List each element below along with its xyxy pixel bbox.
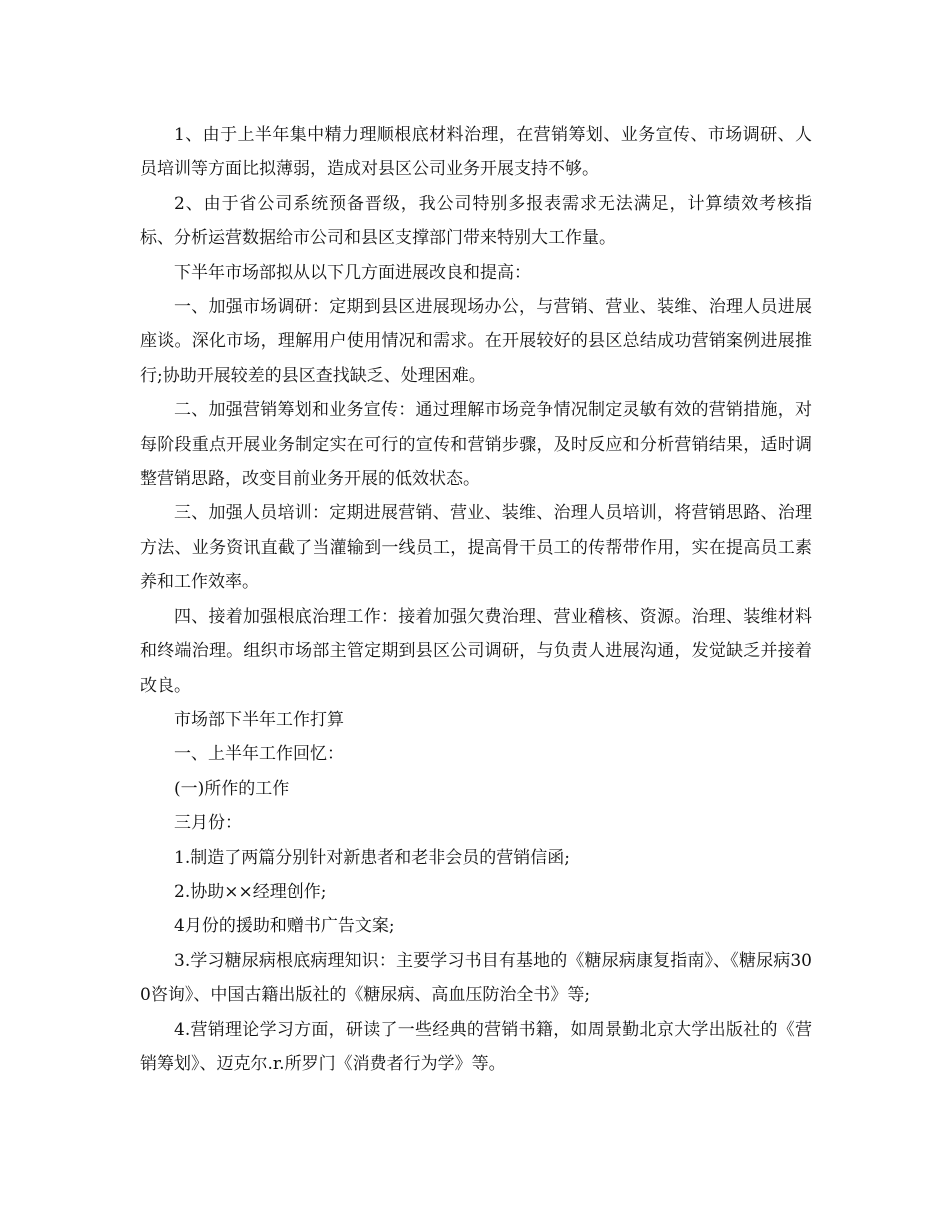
month-heading-march: 三月份： (174, 813, 242, 834)
paragraph-improvement-intro: 下半年市场部拟从以下几方面进展改良和提高： (174, 262, 531, 283)
paragraph-problem-1: 1、由于上半年集中精力理顺根底材料治理，在营销筹划、业务宣传、市场调研、人员培训等方面比拟薄弱，造成对县区公司业务开展支持不够。 (140, 125, 812, 180)
paragraph-market-research: 一、加强市场调研：定期到县区进展现场办公，与营销、营业、装维、治理人员进展座谈。深化市场，理解用户使用情况和需求。在开展较好的县区总结成功营销案例进展推行;协助开展较差的县区查找缺乏、处理困难。 (140, 297, 812, 386)
list-item-sales-letters: 1.制造了两篇分别针对新患者和老非会员的营销信函; (174, 847, 570, 868)
paragraph-problem-2: 2、由于省公司系统预备晋级，我公司特别多报表需求无法满足，计算绩效考核指标、分析运营数据给市公司和县区支撑部门带来特别大工作量。 (140, 193, 812, 249)
list-item-diabetes-study: 3.学习糖尿病根底病理知识：主要学习书目有基地的《糖尿病康复指南》、《糖尿病300咨询》、中国古籍出版社的《糖尿病、高血压防治全书》等; (140, 950, 812, 1006)
paragraph-marketing-planning: 二、加强营销筹划和业务宣传：通过理解市场竞争情况制定灵敏有效的营销措施，对每阶段重点开展业务制定实在可行的宣传和营销步骤，及时反应和分析营销结果，适时调整营销思路，改变目前业务开展的低效状态。 (140, 400, 812, 490)
paragraph-basic-management: 四、接着加强根底治理工作：接着加强欠费治理、营业稽核、资源。治理、装维材料和终端治理。组织市场部主管定期到县区公司调研，与负责人进展沟通，发觉缺乏并接着改良。 (140, 606, 812, 696)
list-item-marketing-theory: 4.营销理论学习方面，研读了一些经典的营销书籍，如周景勤北京大学出版社的《营销筹划》、迈克尔.r.所罗门《消费者行为学》等。 (140, 1019, 812, 1074)
paragraph-staff-training: 三、加强人员培训：定期进展营销、营业、装维、治理人员培训，将营销思路、治理方法、业务资讯直截了当灌输到一线员工，提高骨干员工的传帮带作用，实在提高员工素养和工作效率。 (140, 503, 812, 593)
list-item-april-copy: 4月份的援助和赠书广告文案; (174, 916, 395, 937)
document-body (140, 118, 812, 1081)
list-item-assist-manager: 2.协助××经理创作; (174, 881, 327, 902)
section-heading-review: 一、上半年工作回忆： (174, 744, 344, 765)
subsection-heading-work-done: (一)所作的工作 (174, 778, 290, 799)
section-heading-plan: 市场部下半年工作打算 (174, 709, 344, 730)
